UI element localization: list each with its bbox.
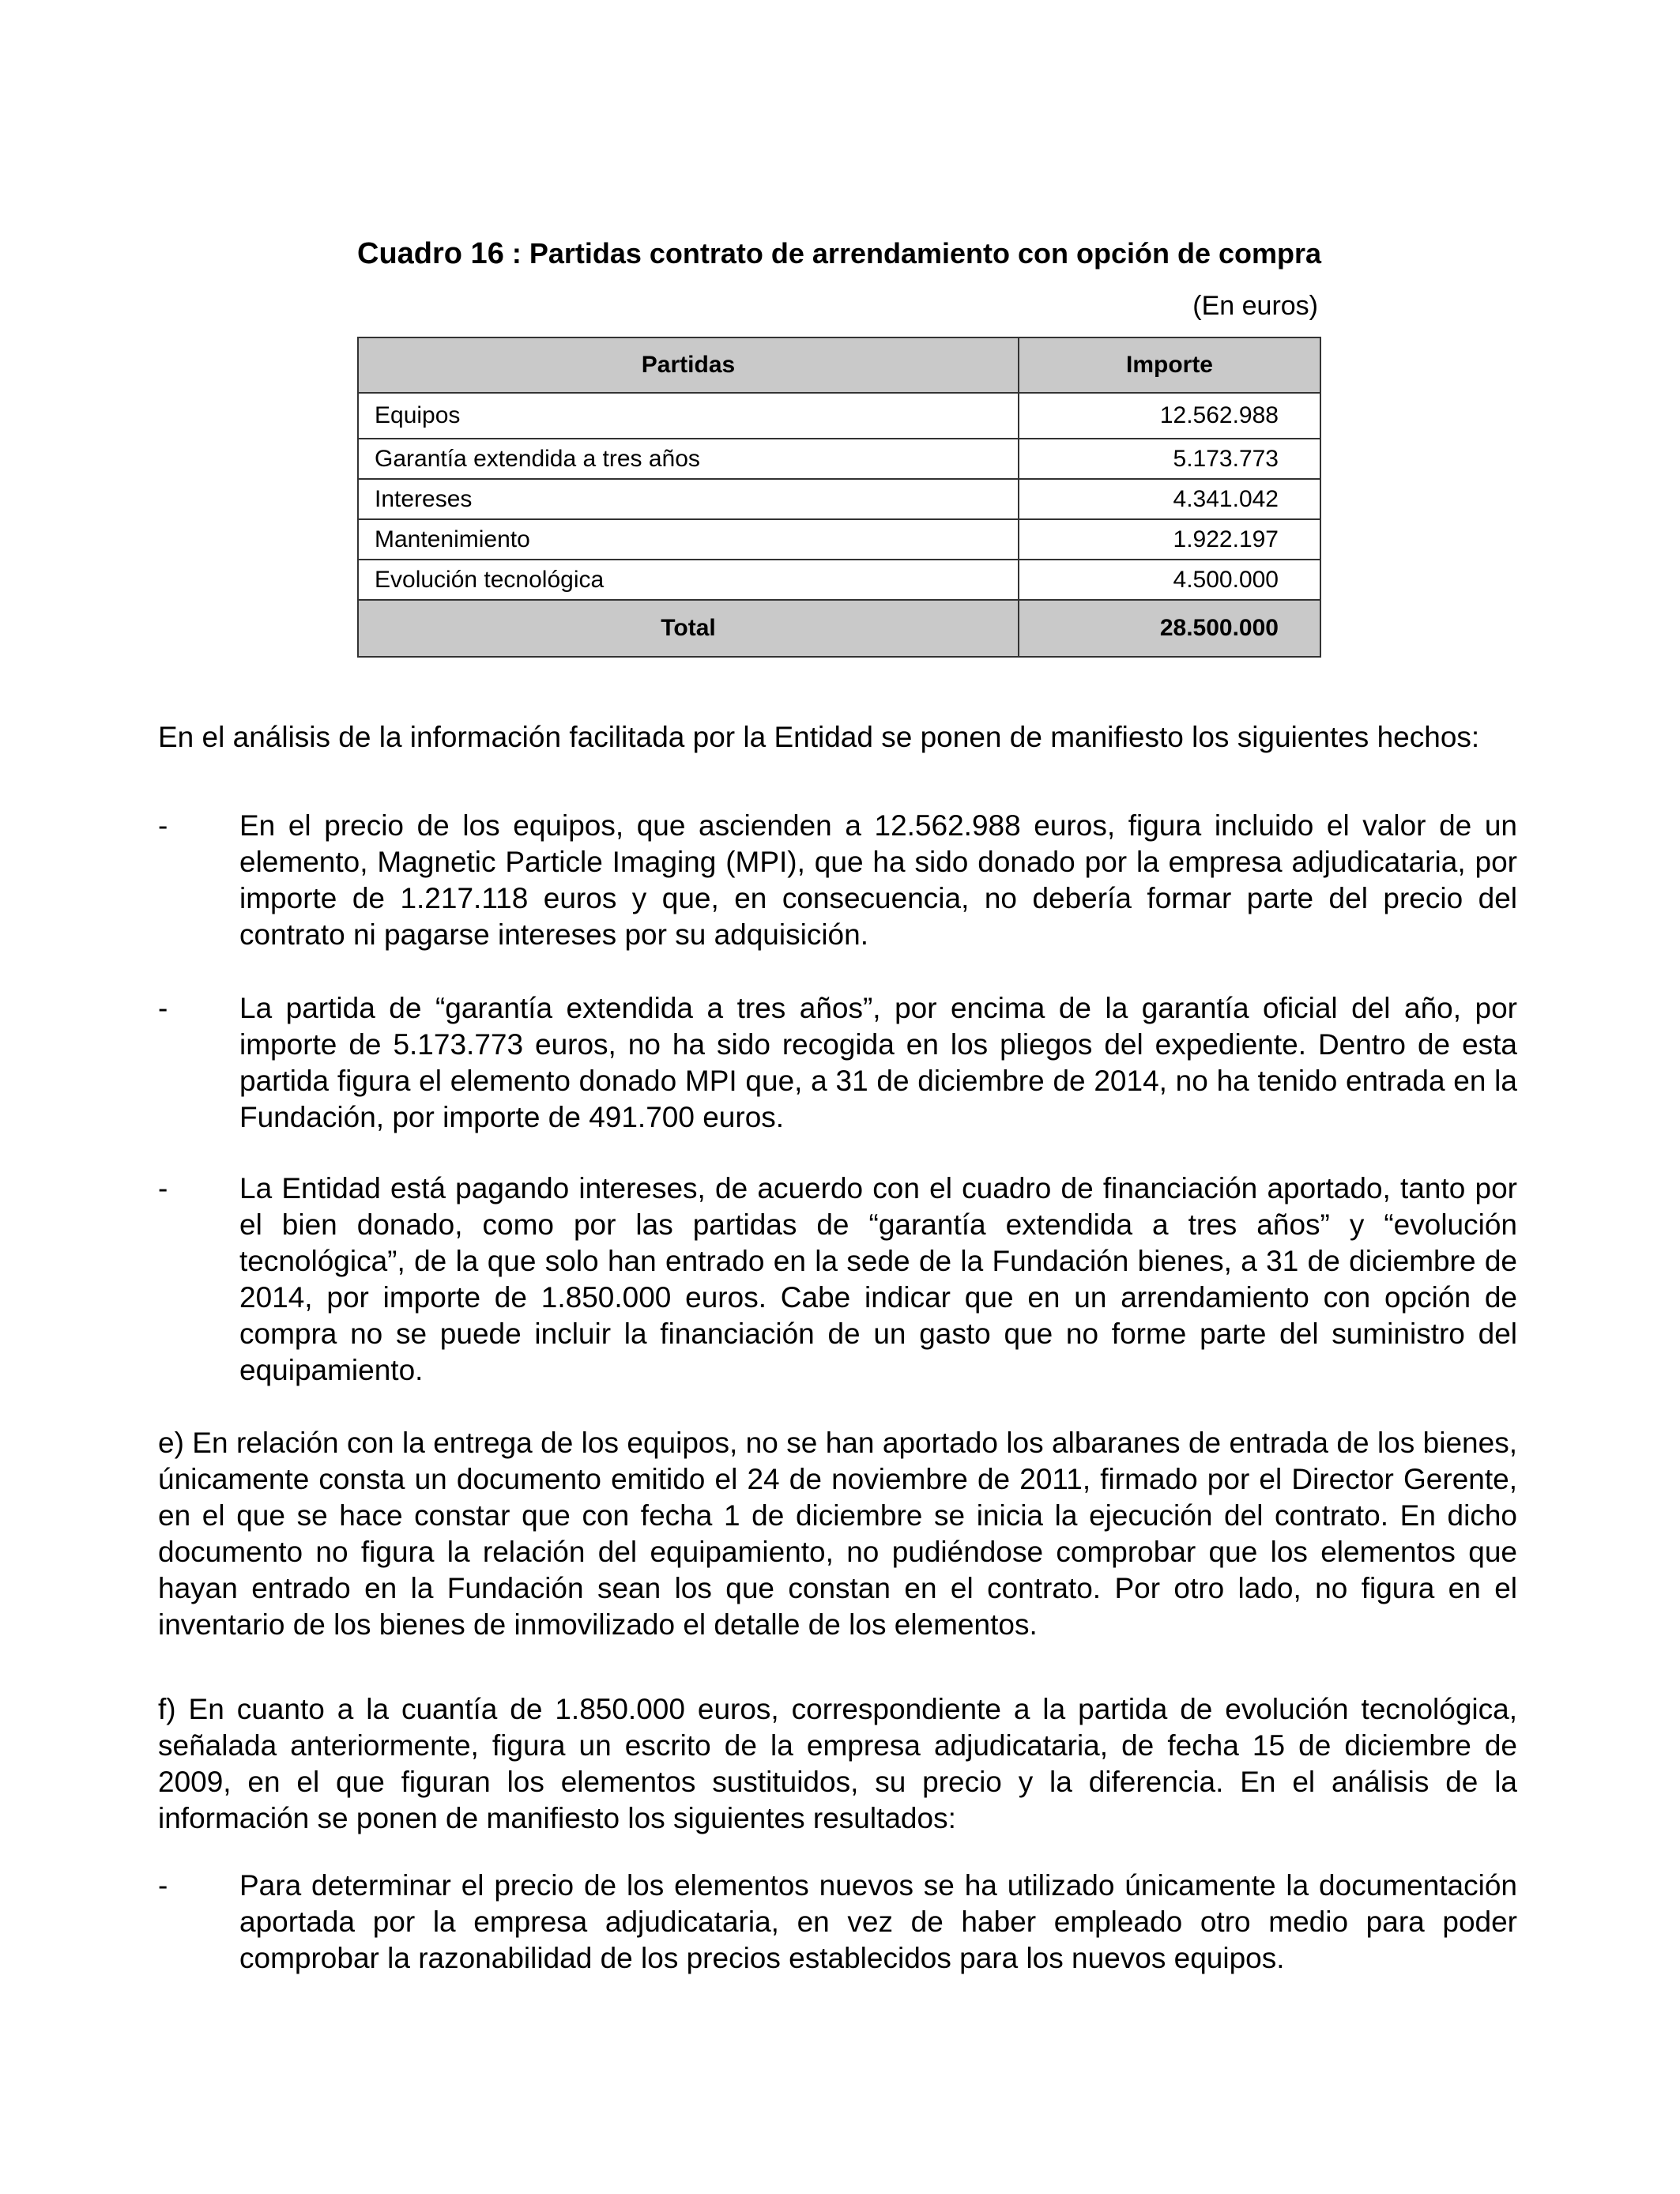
row-value: 12.562.988	[1019, 393, 1320, 439]
table-row	[358, 479, 1320, 519]
table-caption	[357, 237, 1321, 271]
caption-separator: :	[503, 237, 529, 270]
row-value: 4.341.042	[1019, 479, 1320, 519]
row-value: 5.173.773	[1019, 439, 1320, 479]
list-item-text: La Entidad está pagando intereses, de acuerdo con el cuadro de financiación aportado, tanto por el bien donado, como por las partidas de “garantía extendida a tres años” y “evolución tecnológica”, de la que solo han entrado en la sede de la Fundación bienes, a 31 de diciembre de 2014, por importe de 1.850.000 euros. Cabe indicar que en un arrendamiento con opción de compra no se puede incluir la financiación de un gasto que no forme parte del suministro del equipamiento.	[239, 1172, 1517, 1386]
list-item-text: Para determinar el precio de los elementos nuevos se ha utilizado únicamente la documentación aportada por la empresa adjudicataria, en vez de haber empleado otro medio para poder comprobar la razonabilidad de los precios establecidos para los nuevos equipos.	[239, 1869, 1517, 1974]
table-row	[358, 519, 1320, 560]
bullet-dash: -	[158, 1172, 168, 1204]
table-total-row	[358, 600, 1320, 657]
total-label: Total	[358, 600, 1019, 657]
row-label: Equipos	[358, 393, 1019, 439]
table-header-row	[358, 337, 1320, 393]
bullet-dash: -	[158, 1869, 168, 1902]
caption-title: Partidas contrato de arrendamiento con opción de compra	[529, 237, 1322, 270]
row-value: 4.500.000	[1019, 560, 1320, 600]
intro-paragraph: En el análisis de la información facilitada por la Entidad se ponen de manifiesto los siguientes hechos:	[158, 721, 1480, 753]
row-label: Garantía extendida a tres años	[358, 439, 1019, 479]
table-row	[358, 439, 1320, 479]
total-value: 28.500.000	[1019, 600, 1320, 657]
caption-number: Cuadro 16	[357, 237, 504, 270]
paragraph-e: e) En relación con la entrega de los equipos, no se han aportado los albaranes de entrada de los bienes, únicamente consta un documento emitido el 24 de noviembre de 2011, firmado por el Director Gerente, en el que se hace constar que con fecha 1 de diciembre se inicia la ejecución del contrato. En dicho documento no figura la relación del equipamiento, no pudiéndose comprobar que los elementos que hayan entrado en la Fundación sean los que constan en el contrato. Por otro lado, no figura en el inventario de los bienes de inmovilizado el detalle de los elementos.	[158, 1427, 1517, 1641]
table-units: (En euros)	[1192, 291, 1318, 321]
table-row	[358, 560, 1320, 600]
row-value: 1.922.197	[1019, 519, 1320, 560]
partidas-table	[357, 337, 1321, 658]
column-header-partidas: Partidas	[358, 337, 1019, 393]
paragraph-f: f) En cuanto a la cuantía de 1.850.000 euros, correspondiente a la partida de evolución tecnológica, señalada anteriormente, figura un escrito de la empresa adjudicataria, de fecha 15 de diciembre de 2009, en el que figuran los elementos sustituidos, su precio y la diferencia. En el análisis de la información se ponen de manifiesto los siguientes resultados:	[158, 1693, 1517, 1834]
table-row	[358, 393, 1320, 439]
bullet-dash: -	[158, 809, 168, 842]
row-label: Intereses	[358, 479, 1019, 519]
list-item-text: En el precio de los equipos, que ascienden a 12.562.988 euros, figura incluido el valor de un elemento, Magnetic Particle Imaging (MPI), que ha sido donado por la empresa adjudicataria, por importe de 1.217.118 euros y que, en consecuencia, no debería formar parte del precio del contrato ni pagarse intereses por su adquisición.	[239, 809, 1517, 951]
row-label: Evolución tecnológica	[358, 560, 1019, 600]
bullet-dash: -	[158, 992, 168, 1024]
column-header-importe: Importe	[1019, 337, 1320, 393]
row-label: Mantenimiento	[358, 519, 1019, 560]
list-item-text: La partida de “garantía extendida a tres años”, por encima de la garantía oficial del año, por importe de 5.173.773 euros, no ha sido recogida en los pliegos del expediente. Dentro de esta partida figura el elemento donado MPI que, a 31 de diciembre de 2014, no ha tenido entrada en la Fundación, por importe de 491.700 euros.	[239, 992, 1517, 1133]
